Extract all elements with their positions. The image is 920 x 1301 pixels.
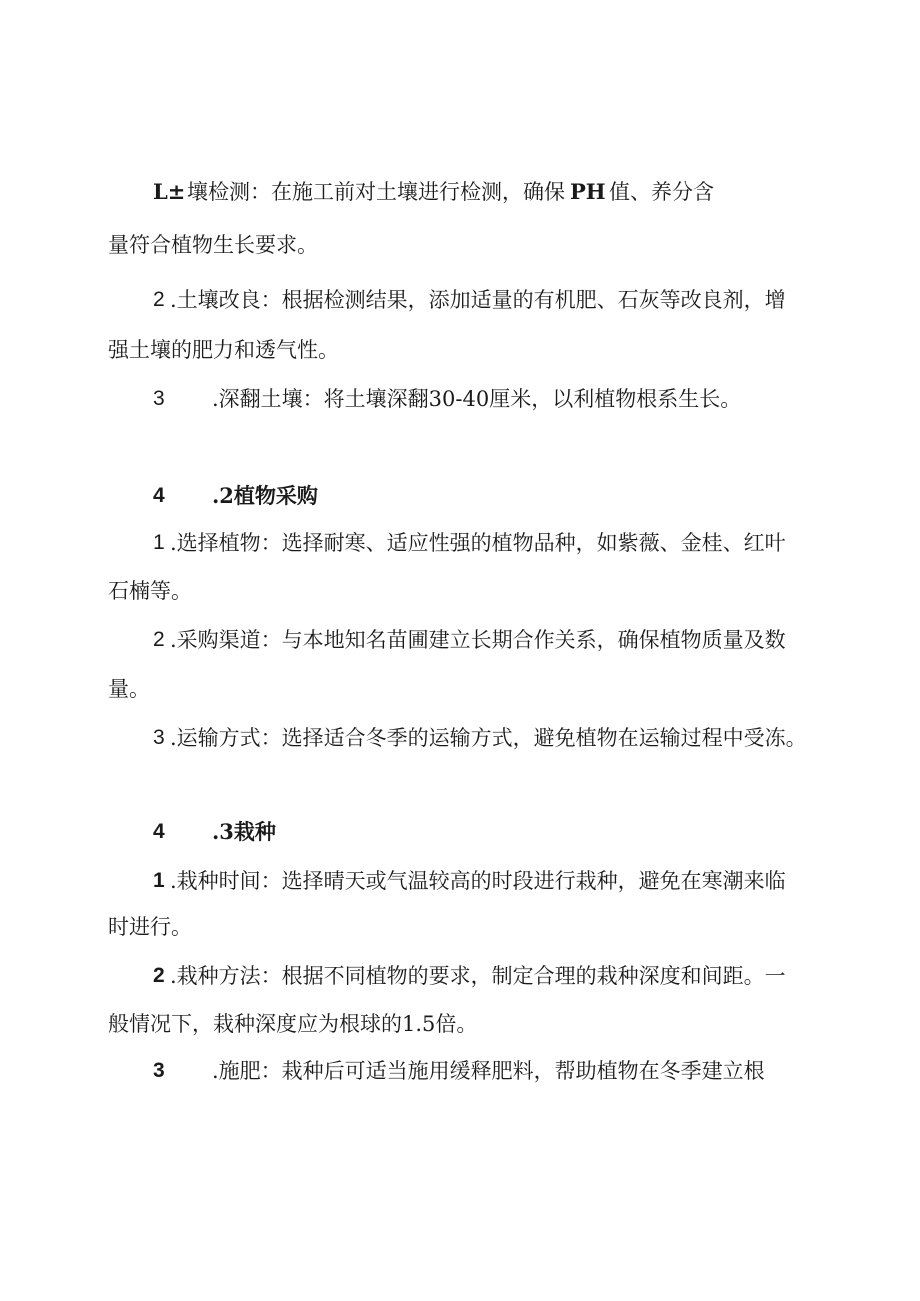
item-text: .采购渠道：与本地知名苗圃建立长期合作关系，确保植物质量及数 [170,628,786,652]
ph-label: PH [570,179,606,204]
heading-text: .2植物采购 [212,483,318,508]
heading-text: .3栽种 [212,819,276,844]
heading-number: 4 [153,484,165,507]
item-text: .栽种方法：根据不同植物的要求，制定合理的栽种深度和间距。一 [170,964,786,988]
item-text: .选择植物：选择耐寒、适应性强的植物品种，如紫薇、金桂、红叶 [170,531,786,555]
document-page: L± 壤检测：在施工前对土壤进行检测，确保 PH 值、养分含 量符合植物生长要求。 2 .土壤改良：根据检测结果，添加适量的有机肥、石灰等改良剂，增 强土壤的肥力和透气性。 3 .深翻土壤：将土壤深翻30-40厘米，以利植物根系生长。 4 .2植物采购 1 .选择植物：选择耐寒、适应性强的植物品种，如紫薇、金桂、红叶 石楠等。 2 .采购渠道：与本地知名苗圃建立长期合作关系，确保植物质量及数 量。 3 .运输方式：选择适合冬季的运输方式，避免植物在运输过程中受冻。 4 .3栽种 1 .栽种时间：选择晴天或气温较高的时段进行栽种，避免在寒潮来临 时进行。 2 .栽种方法：根据不同植物的要求，制定合理的栽种深度和间距。一 般情况下，栽种深度应为根球的1.5倍。 3 .施肥：栽种后可适当施用缓释肥料，帮助植物在冬季建立根 [0,0,920,1301]
item-number: 3 [153,1059,165,1082]
item-number: 2 [153,288,165,311]
heading-number: 4 [153,820,165,843]
item-text-continued: 值、养分含 [609,180,714,204]
item-text: .深翻土壤：将土壤深翻30-40厘米，以利植物根系生长。 [212,387,742,411]
item-text: .施肥：栽种后可适当施用缓释肥料，帮助植物在冬季建立根 [212,1059,765,1083]
item-number: 3 [153,387,165,410]
item-text: 壤检测：在施工前对土壤进行检测，确保 [187,180,565,204]
item-number: 2 [153,628,165,651]
item-text: .运输方式：选择适合冬季的运输方式，避免植物在运输过程中受冻。 [170,726,807,750]
item-number: 1 [153,869,165,892]
item-text: .栽种时间：选择晴天或气温较高的时段进行栽种，避免在寒潮来临 [170,869,786,893]
item-number: 1 [153,531,165,554]
item-text: .土壤改良：根据检测结果，添加适量的有机肥、石灰等改良剂，增 [170,288,786,312]
item-number: 3 [153,726,165,749]
item-number: 2 [153,964,165,987]
item-prefix: L± [153,179,186,204]
